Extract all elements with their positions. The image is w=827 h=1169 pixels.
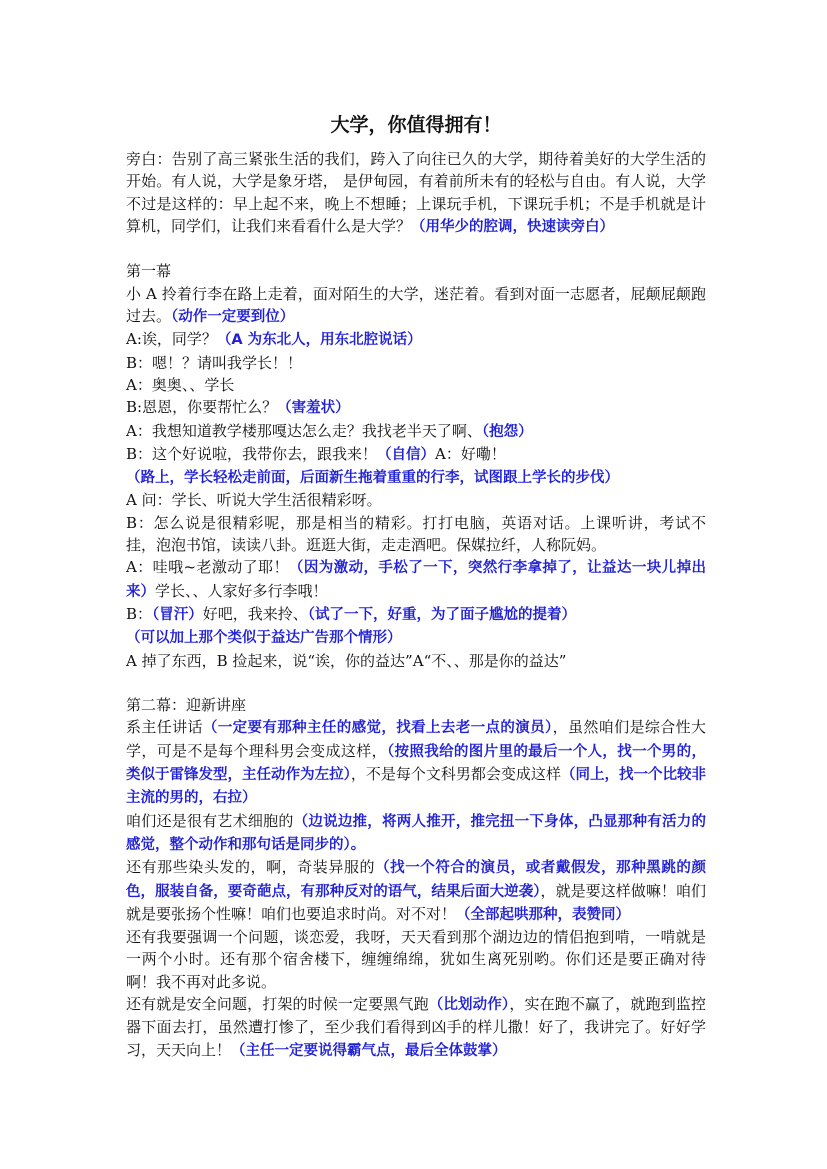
script-text: 系主任讲话 — [126, 718, 203, 737]
stage-direction: （用华少的腔调，快速读旁白） — [411, 218, 615, 235]
script-text: 小 A 拎着行李在路上走着，面对陌生的大学，迷茫着。看到对面一志愿者，屁颠屁颠跑过去。 — [126, 284, 706, 326]
blank-line — [126, 238, 706, 260]
paragraph — [126, 694, 706, 716]
stage-direction: （动作一定要到位） — [171, 309, 295, 326]
paragraph — [126, 716, 706, 809]
script-text: B：这个好说啦，我带你去，跟我来！ — [126, 444, 378, 463]
stage-direction: （A 为东北人，用东北腔说话） — [216, 332, 422, 349]
document-body — [126, 148, 706, 1062]
paragraph — [126, 810, 706, 857]
paragraph — [126, 512, 706, 557]
stage-direction: （比划动作） — [428, 996, 510, 1013]
paragraph — [126, 374, 706, 396]
stage-direction: （因为激动，手松了一下，突然行李拿掉了，让益达一块儿掉出来） — [126, 560, 706, 600]
paragraph — [126, 466, 706, 489]
script-text: B：怎么说是很精彩呢，那是相当的精彩。打打电脑，英语对话。上课听讲，考试不挂，泡泡书馆，读读八卦。逛逛大街，走走酒吧。保媒拉纤，人称阮妈。 — [126, 513, 706, 555]
script-text: ，虽然咱们是综合性大学，可是不是每个理科男会变成这样， — [126, 718, 706, 760]
stage-direction: （可以加上那个类似于益达广告那个情形） — [126, 630, 402, 647]
paragraph — [126, 352, 706, 374]
paragraph — [126, 603, 706, 626]
paragraph — [126, 650, 706, 672]
stage-direction: （按照我给的图片里的最后一个人，找一个男的，类似于雷锋发型，主任动作为左拉） — [126, 743, 706, 784]
document-page — [126, 112, 706, 1062]
script-text: A：哇哦~老激动了耶！ — [126, 558, 289, 577]
script-text: 旁白：告别了高三紧张生活的我们，跨入了向往已久的大学，期待着美好的大学生活的开始。有人说，大学是象牙塔， 是伊甸园，有着前所未有的轻松与自由。有人说，大学不过是这样的：早上起不来，晚上不想睡；上课玩手机，下课玩手机；不是手机就是计算机，同学们，让我们来看看什么是大学？ — [126, 150, 706, 235]
script-text: 好吧，我来拎、 — [202, 604, 308, 623]
script-text: A:诶，同学？ — [126, 330, 217, 349]
script-text: 还有就是安全问题，打架的时候一定要黑气跑 — [126, 994, 429, 1013]
stage-direction: （主任一定要说得霸气点，最后全体鼓掌） — [231, 1042, 507, 1059]
stage-direction: （一定要有那种主任的感觉，找看上去老一点的演员） — [202, 720, 553, 737]
script-text: 还有那些染头发的，啊，奇装异服的 — [126, 858, 376, 877]
script-text: ，实在跑不赢了，就跑到监控器下面去打，虽然遭打惨了，至少我们看得到凶手的样儿撒！好了，我讲完了。好好学习，天天向上！ — [126, 994, 706, 1059]
paragraph — [126, 489, 706, 511]
script-text: ，就是要这样做嘛！咱们就是要张扬个性嘛！咱们也要追求时尚。对不对！ — [126, 881, 706, 923]
paragraph — [126, 396, 706, 419]
stage-direction: （抱怨） — [481, 423, 533, 440]
script-text: A 掉了东西，B 捡起来，说“诶，你的益达”A“不、、那是你的益达” — [126, 651, 567, 670]
script-text: A：奥奥、、学长 — [126, 375, 235, 394]
script-text: 学长、、人家好多行李哦！ — [155, 581, 328, 600]
stage-direction: （同上，找一个比较非主流的男的，右拉） — [126, 767, 707, 807]
paragraph — [126, 443, 706, 466]
script-text: A 问：学长、听说大学生活很精彩呀。 — [126, 491, 382, 510]
paragraph — [126, 260, 706, 282]
paragraph — [126, 626, 706, 649]
script-text: ，不是每个文科男都会变成这样 — [350, 765, 561, 784]
script-text: 第一幕 — [126, 262, 172, 281]
script-text: B:恩恩，你要帮忙么？ — [126, 398, 278, 417]
stage-direction: （全部起哄那种，表赞同） — [456, 906, 631, 923]
blank-line — [126, 672, 706, 694]
script-text: 还有我要强调一个问题，谈恋爱，我呀，天天看到那个湖边边的情侣抱到啃，一啃就是一两个小时。还有那个宿舍楼下，缠缠绵绵，犹如生离死别哟。你们还是要正确对待啊！我不再对此多说。 — [126, 928, 706, 991]
stage-direction: （冒汗） — [152, 606, 203, 623]
paragraph — [126, 148, 706, 238]
paragraph — [126, 926, 706, 993]
stage-direction: （自信） — [377, 446, 436, 463]
paragraph — [126, 556, 706, 603]
stage-direction: （找一个符合的演员，或者戴假发，那种黑跳的颜色，服装自备，要奇葩点，有那种反对的语气，结果后面大逆袭） — [126, 860, 706, 900]
stage-direction: （边说边推，将两人推开，推完扭一下身体，凸显那种有活力的感觉，整个动作和那句话是同步的）。 — [126, 813, 706, 853]
script-text: B： — [126, 604, 153, 623]
stage-direction: （害羞状） — [277, 400, 350, 417]
paragraph — [126, 420, 706, 443]
script-text: 第二幕：迎新讲座 — [126, 696, 247, 715]
stage-direction: （试了一下，好重，为了面子尴尬的提着） — [307, 606, 577, 623]
document-title: 大学，你值得拥有！ — [330, 114, 502, 136]
script-text: B：嗯！？请叫我学长！！ — [126, 353, 303, 372]
stage-direction: （路上，学长轻松走前面，后面新生拖着重重的行李，试图跟上学长的步伐） — [126, 470, 619, 487]
paragraph — [126, 856, 706, 926]
script-text: A：好嘞！ — [435, 444, 506, 463]
paragraph — [126, 283, 706, 329]
script-text: 咱们还是很有艺术细胞的 — [126, 811, 294, 830]
paragraph — [126, 328, 706, 351]
script-text: A：我想知道教学楼那嘎达怎么走？我找老半天了啊、 — [126, 421, 482, 440]
paragraph — [126, 993, 706, 1062]
